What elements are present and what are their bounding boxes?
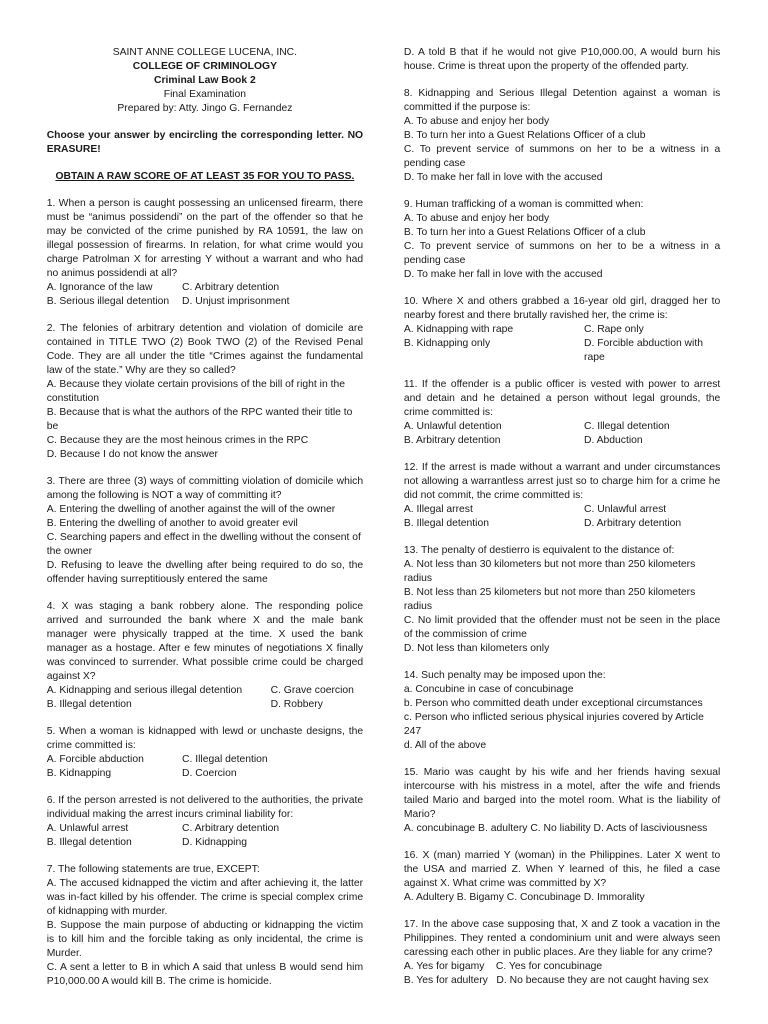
option-d: d. All of the above [403, 740, 487, 751]
answer-options: A. concubinage B. adultery C. No liability D. Acts of lasciviousness [403, 823, 708, 834]
question-2 [47, 322, 363, 462]
question-1 [47, 197, 363, 309]
option-c: C. To prevent service of summons on her to be a witness in a pending case [403, 144, 721, 169]
option-d: D. Robbery [270, 699, 323, 710]
question-text: 12. If the arrest is made without a warrant and under circumstances not allowing a warrantless arrest just so to charge him for a crime he did not commit, the crime committed is: [403, 462, 721, 501]
question-3 [47, 475, 363, 587]
question-text: 15. Mario was caught by his wife and her friends having sexual intercourse with his mistress in a motel, after the wife and friends tailed Mario and barged into the motel room. What is the liability of Mario? [403, 767, 721, 820]
question-13 [404, 544, 720, 656]
option-a: A. Entering the dwelling of another against the will of the owner [46, 504, 336, 515]
option-c: C. Arbitrary detention [182, 282, 280, 293]
option-a: A. Ignorance of the law [46, 282, 153, 293]
passing-note: OBTAIN A RAW SCORE OF AT LEAST 35 FOR YOU TO PASS. [55, 171, 355, 182]
option-d: D. Abduction [583, 435, 643, 446]
option-c: C. Illegal detention [583, 421, 670, 432]
question-17 [404, 918, 720, 988]
question-15 [404, 766, 720, 836]
question-12 [404, 461, 720, 531]
option-a: A. Illegal arrest [403, 504, 473, 515]
question-text: 14. Such penalty may be imposed upon the: [403, 670, 606, 681]
option-b: B. Kidnapping [46, 768, 112, 779]
question-text: 5. When a woman is kidnapped with lewd or unchaste designs, the crime committed is: [46, 726, 364, 751]
prepared-by: Prepared by: Atty. Jingo G. Fernandez [117, 103, 293, 114]
question-text: 16. X (man) married Y (woman) in the Philippines. Later X went to the USA and married Z. When Y learned of this, he filed a case against X. What crime was committed by X? [403, 850, 721, 889]
option-b: B. Kidnapping only [403, 338, 491, 349]
option-d: D. Because I do not know the answer [46, 449, 218, 460]
exam-page [2, 0, 766, 1024]
question-text: 8. Kidnapping and Serious Illegal Detention against a woman is committed if the purpose is: [403, 88, 721, 113]
option-c: C. Because they are the most heinous crimes in the RPC [46, 435, 309, 446]
question-text: 1. When a person is caught possessing an unlicensed firearm, there must be “animus possidendi” on the part of the offender so that he may be convicted of the crime punished by RA 10591, the law on illegal possession of firearms. In relation, for what crime would you charge Patrolman X for arresting Y without a warrant and who had no animus possidendi at all? [46, 198, 364, 279]
option-d: D. A told B that if he would not give P10,000.00, A would burn his house. Crime is threat upon the property of the offended party. [403, 47, 721, 72]
option-a: A. Forcible abduction [46, 754, 144, 765]
school-name: SAINT ANNE COLLEGE LUCENA, INC. [112, 47, 298, 58]
option-a: A. Because they violate certain provisions of the bill of right in the constitution [46, 379, 345, 404]
option-a: A. Kidnapping and serious illegal detention [46, 685, 243, 696]
option-b: B. To turn her into a Guest Relations Officer of a club [403, 130, 646, 141]
option-d: D. Refusing to leave the dwelling after being required to do so, the offender having surreptitiously entered the same [46, 560, 364, 585]
option-d: D. Arbitrary detention [583, 518, 682, 529]
option-b: B. Arbitrary detention [403, 435, 501, 446]
question-text: 11. If the offender is a public officer is vested with power to arrest and detain and he detained a person without legal grounds, the crime committed is: [403, 379, 721, 418]
left-column [47, 46, 363, 1002]
answer-options-row-2: B. Yes for adultery D. No because they are not caught having sex [403, 975, 709, 986]
option-a: A. Unlawful arrest [46, 823, 129, 834]
option-c: C. Rape only [583, 324, 644, 335]
option-a: a. Concubine in case of concubinage [403, 684, 574, 695]
question-8 [404, 87, 720, 185]
option-c: C. A sent a letter to B in which A said that unless B would send him P10,000.00 A would kill B. The crime is homicide. [46, 962, 364, 987]
college-name: COLLEGE OF CRIMINOLOGY [132, 61, 277, 72]
option-d: D. To make her fall in love with the accused [403, 172, 603, 183]
question-4 [47, 600, 363, 712]
option-b: B. Illegal detention [46, 837, 132, 848]
option-d: D. Unjust imprisonment [182, 296, 290, 307]
option-d: D. Kidnapping [182, 837, 247, 848]
option-c: C. Unlawful arrest [583, 504, 667, 515]
question-6 [47, 794, 363, 850]
option-b: B. Because that is what the authors of the RPC wanted their title to be [46, 407, 353, 432]
question-10 [404, 295, 720, 365]
question-9 [404, 198, 720, 282]
option-c: C. Searching papers and effect in the dwelling without the consent of the owner [46, 532, 361, 557]
question-text: 4. X was staging a bank robbery alone. The responding police arrived and surrounded the bank where X and the male bank manager were physically trapped at the time. X used the bank manager as a hostage. After e few minutes of negotiations X finally was convinced to surrender. What possible crime could be charged against X? [46, 601, 364, 682]
option-a: A. Not less than 30 kilometers but not more than 250 kilometers radius [403, 559, 696, 584]
question-text: 7. The following statements are true, EXCEPT: [46, 864, 260, 875]
option-b: B. Not less than 25 kilometers but not more than 250 kilometers radius [403, 587, 696, 612]
option-a: A. Unlawful detention [403, 421, 502, 432]
right-column [404, 46, 720, 1001]
question-11 [404, 378, 720, 448]
question-7-continued [404, 46, 720, 74]
option-b: B. Suppose the main purpose of abducting or kidnapping the victim is to kill him and the forcible taking as only incidental, the crime is Murder. [46, 920, 364, 959]
option-d: D. Coercion [182, 768, 237, 779]
option-a: A. To abuse and enjoy her body [403, 213, 550, 224]
option-c: C. Illegal detention [182, 754, 268, 765]
option-b: B. Serious illegal detention [46, 296, 170, 307]
option-c: C. To prevent service of summons on her to be a witness in a pending case [403, 241, 721, 266]
exam-type: Final Examination [163, 89, 246, 100]
option-a: A. The accused kidnapped the victim and after achieving it, the latter was in-fact killed by his offender. The crime is special complex crime of kidnapping with murder. [46, 878, 364, 917]
question-5 [47, 725, 363, 781]
answer-options: A. Adultery B. Bigamy C. Concubinage D. Immorality [403, 892, 645, 903]
option-c: C. Arbitrary detention [182, 823, 280, 834]
question-text: 10. Where X and others grabbed a 16-year old girl, dragged her to nearby forest and there brutally ravished her, the crime is: [403, 296, 721, 321]
question-16 [404, 849, 720, 905]
option-d: D. Not less than kilometers only [403, 643, 550, 654]
answer-options-row-1: A. Yes for bigamy C. Yes for concubinage [403, 961, 603, 972]
option-d: D. Forcible abduction with rape [583, 338, 703, 363]
question-text: 9. Human trafficking of a woman is committed when: [403, 199, 644, 210]
option-c: C. Grave coercion [270, 685, 354, 696]
question-text: 17. In the above case supposing that, X and Z took a vacation in the Philippines. They rented a condominium unit and were always seen caressing each other in public places. Are they liable for any crime? [403, 919, 721, 958]
question-text: 6. If the person arrested is not delivered to the authorities, the private individual making the arrest incurs criminal liability for: [46, 795, 364, 820]
option-c: c. Person who inflicted serious physical injuries covered by Article 247 [403, 712, 704, 737]
option-a: A. Kidnapping with rape [403, 324, 514, 335]
option-b: b. Person who committed death under exceptional circumstances [403, 698, 703, 709]
exam-header [47, 46, 363, 116]
option-a: A. To abuse and enjoy her body [403, 116, 550, 127]
subject-title: Criminal Law Book 2 [154, 75, 256, 86]
option-b: B. Illegal detention [46, 699, 132, 710]
option-d: D. To make her fall in love with the accused [403, 269, 603, 280]
question-text: 3. There are three (3) ways of committing violation of domicile which among the following is NOT a way of committing it? [46, 476, 364, 501]
question-7 [47, 863, 363, 989]
question-text: 13. The penalty of destierro is equivalent to the distance of: [403, 545, 675, 556]
question-14 [404, 669, 720, 753]
option-b: B. Illegal detention [403, 518, 489, 529]
option-b: B. To turn her into a Guest Relations Officer of a club [403, 227, 646, 238]
question-text: 2. The felonies of arbitrary detention and violation of domicile are contained in TITLE TWO (2) Book TWO (2) of the Revised Penal Code. They are all under the title “Crimes against the fundamental law of the state.” Why are they so called? [46, 323, 364, 376]
option-c: C. No limit provided that the offender must not be seen in the place of the commission of crime [403, 615, 721, 640]
option-b: B. Entering the dwelling of another to avoid greater evil [46, 518, 298, 529]
instructions: Choose your answer by encircling the corresponding letter. NO ERASURE! [46, 130, 364, 155]
